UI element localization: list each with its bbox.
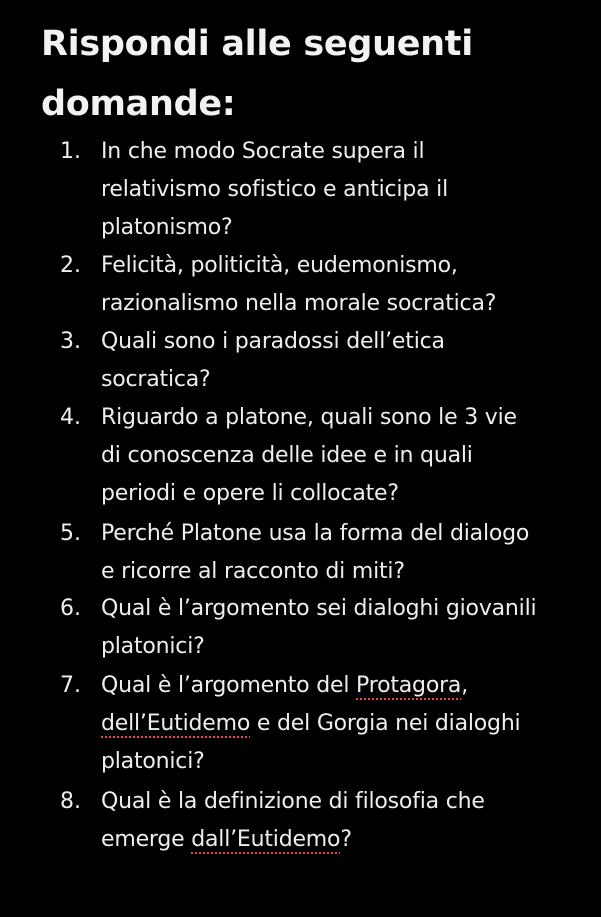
question-line: Riguardo a platone, quali sono le 3 vie [101, 405, 517, 430]
question-text [101, 133, 597, 247]
question-number: 8. [60, 789, 81, 814]
question-text [101, 515, 597, 591]
question-line [101, 705, 597, 743]
text-run: ? [340, 827, 352, 852]
text-run: Qual è l’argomento del [101, 673, 357, 698]
question-line [101, 821, 597, 859]
question-text [101, 247, 597, 323]
question-number: 5. [60, 521, 81, 546]
spellcheck-flagged-word[interactable]: Protagora [356, 673, 462, 698]
spellcheck-flagged-word[interactable]: dell’Eutidemo [101, 711, 251, 736]
question-line: relativismo sofistico e anticipa il [101, 177, 448, 202]
question-line: e ricorre al racconto di miti? [101, 559, 405, 584]
question-text [101, 399, 597, 513]
question-number: 6. [60, 596, 81, 621]
spellcheck-flagged-word[interactable]: dall’Eutidemo [191, 827, 341, 852]
question-line: Perché Platone usa la forma del dialogo [101, 521, 530, 546]
question-line: socratica? [101, 367, 211, 392]
question-line: Qual è la definizione di filosofia che [101, 789, 485, 814]
text-run: emerge [101, 827, 192, 852]
question-number: 3. [60, 329, 81, 354]
question-line: In che modo Socrate supera il [101, 139, 425, 164]
heading-line-1: Rispondi alle seguenti [41, 24, 473, 64]
question-text [101, 590, 597, 666]
question-line: platonici? [101, 634, 205, 659]
question-line: Qual è l’argomento sei dialoghi giovanili [101, 596, 537, 621]
text-run: , [461, 673, 469, 698]
question-line: periodi e opere li collocate? [101, 481, 399, 506]
question-line: di conoscenza delle idee e in quali [101, 443, 473, 468]
question-number: 7. [60, 673, 81, 698]
question-text [101, 667, 597, 781]
question-line: platonici? [101, 749, 205, 774]
question-line: Felicità, politicità, eudemonismo, [101, 253, 458, 278]
heading-line-2: domande: [41, 84, 236, 124]
question-line [101, 667, 597, 705]
heading [41, 14, 581, 134]
question-line: platonismo? [101, 215, 233, 240]
question-number: 2. [60, 253, 81, 278]
question-number: 1. [60, 139, 81, 164]
question-line: Quali sono i paradossi dell’etica [101, 329, 445, 354]
question-line: razionalismo nella morale socratica? [101, 291, 497, 316]
question-text [101, 323, 597, 399]
question-text [101, 783, 597, 859]
text-run: e del Gorgia nei dialoghi [250, 711, 521, 736]
question-number: 4. [60, 405, 81, 430]
